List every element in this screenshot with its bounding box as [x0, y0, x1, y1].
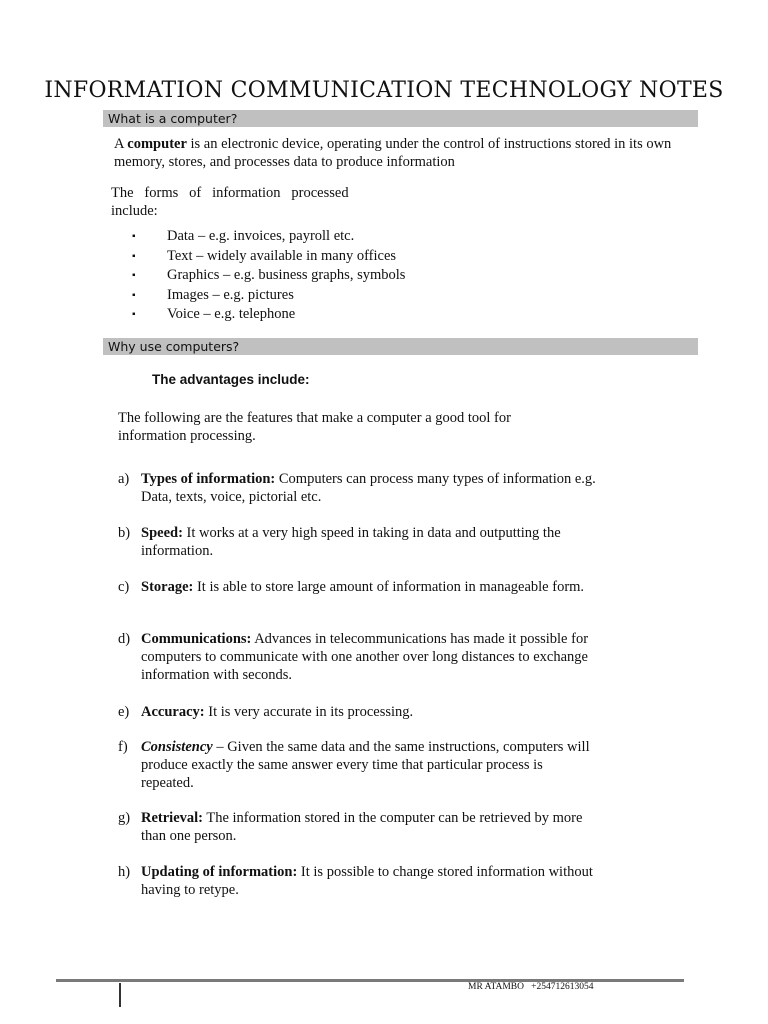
footer-tick-mark — [119, 983, 121, 1007]
feature-letter: e) — [118, 704, 130, 720]
list-item: ▪ Text – widely available in many offices — [132, 247, 405, 267]
feature-letter: f) — [118, 739, 128, 755]
feature-term: Speed: — [141, 525, 183, 541]
feature-item-consistency: f) Consistency – Given the same data and the same instructions, computers will produce exactly the same answer every time that particular process is repeated. — [118, 739, 590, 791]
advantages-subheading: The advantages include: — [152, 372, 310, 387]
feature-term: Updating of information: — [141, 864, 298, 880]
feature-letter: d) — [118, 631, 131, 647]
feature-term: Accuracy: — [141, 704, 205, 720]
footer-author-contact: MR ATAMBO +254712613054 — [468, 982, 594, 992]
list-item: ▪ Images – e.g. pictures — [132, 286, 405, 306]
bullet-icon: ▪ — [132, 289, 136, 301]
list-item: ▪ Voice – e.g. telephone — [132, 305, 405, 325]
list-item: ▪ Data – e.g. invoices, payroll etc. — [132, 227, 405, 247]
bullet-icon: ▪ — [132, 231, 136, 242]
section-heading-what-is-computer: What is a computer? — [103, 110, 698, 127]
feature-letter: g) — [118, 810, 131, 826]
feature-item-storage: c) Storage: It is able to store large amount of information in manageable form. — [118, 579, 585, 595]
forms-intro: The forms of information processed include: — [111, 185, 349, 219]
feature-letter: a) — [118, 471, 130, 487]
feature-item-communications: d) Communications: Advances in telecommunications has made it possible for computers to communicate with one another over long distances to exchange information with seconds. — [118, 631, 589, 683]
page-title: INFORMATION COMMUNICATION TECHNOLOGY NOTES — [44, 78, 724, 103]
feature-letter: b) — [118, 525, 131, 541]
features-intro: The following are the features that make a computer a good tool for information processing. — [118, 410, 511, 444]
list-item: ▪ Graphics – e.g. business graphs, symbols — [132, 266, 405, 286]
bullet-icon: ▪ — [132, 250, 136, 262]
computer-definition: A computer is an electronic device, operating under the control of instructions stored in its own memory, stores, and processes data to produce information — [114, 136, 672, 170]
definition-term: computer — [127, 136, 187, 152]
bullet-icon: ▪ — [132, 309, 136, 321]
feature-item-speed: b) Speed: It works at a very high speed in taking in data and outputting the information. — [118, 525, 561, 559]
feature-letter: h) — [118, 864, 131, 880]
feature-term: Communications: — [141, 631, 252, 647]
feature-term: Retrieval: — [141, 810, 203, 826]
feature-term: Types of information: — [141, 471, 276, 487]
feature-item-retrieval: g) Retrieval: The information stored in the computer can be retrieved by more than one person. — [118, 810, 583, 844]
feature-item-accuracy: e) Accuracy: It is very accurate in its processing. — [118, 704, 414, 720]
bullet-icon: ▪ — [132, 270, 136, 282]
feature-term: Consistency — [141, 739, 213, 755]
forms-list — [132, 227, 405, 325]
feature-term: Storage: — [141, 579, 194, 595]
feature-item-updating: h) Updating of information: It is possible to change stored information without having to retype. — [118, 864, 593, 898]
feature-letter: c) — [118, 579, 130, 595]
section-heading-why-use-computers: Why use computers? — [103, 338, 698, 355]
feature-item-types-of-information: a) Types of information: Computers can process many types of information e.g. Data, texts, voice, pictorial etc. — [118, 471, 596, 505]
